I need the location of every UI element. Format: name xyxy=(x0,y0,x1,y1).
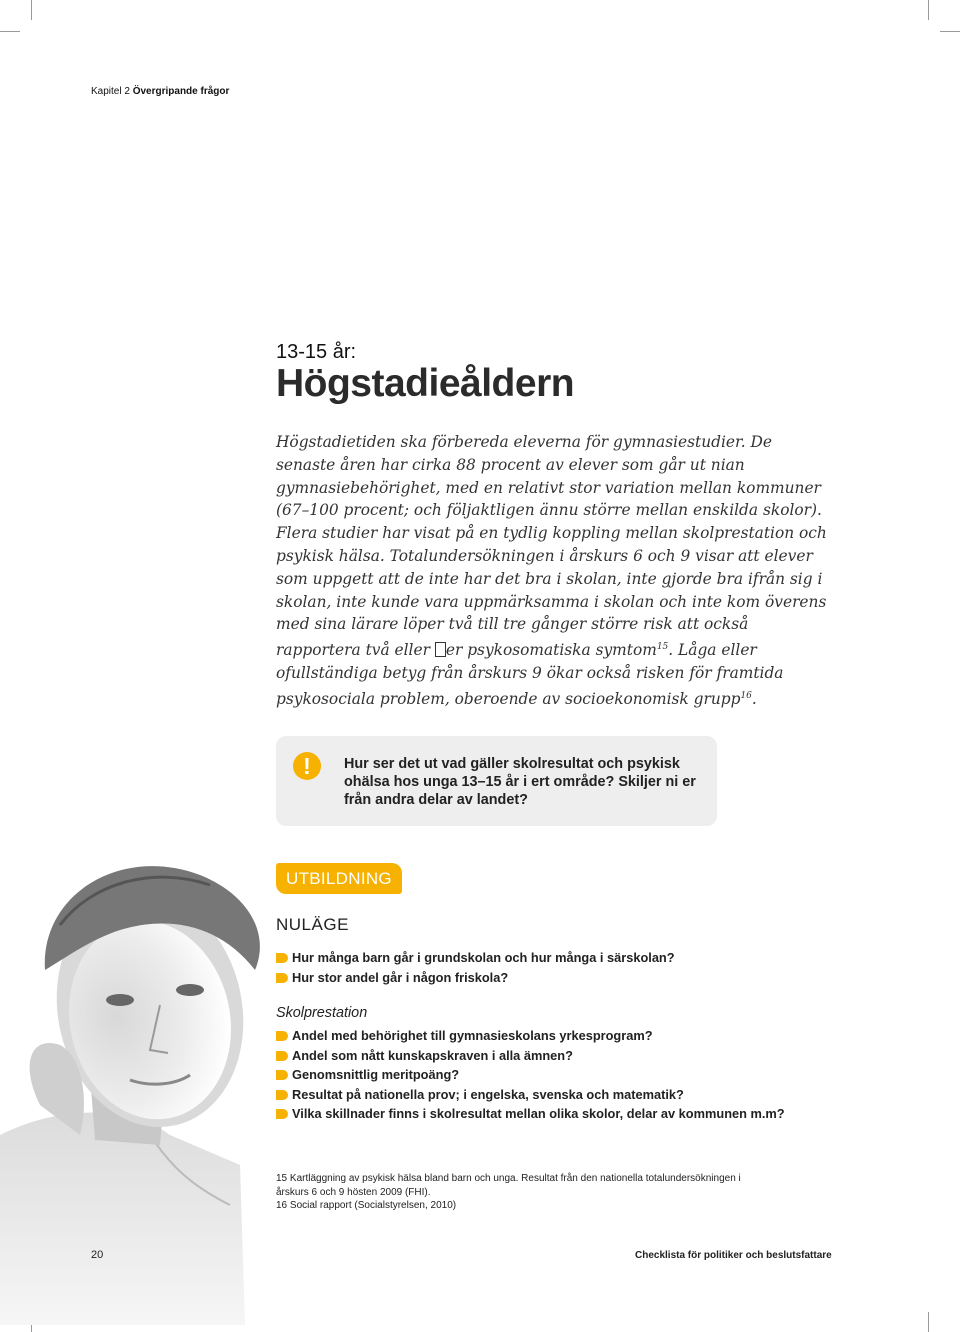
exclamation-icon: ! xyxy=(293,752,321,780)
list-item-text: Vilka skillnader finns i skolresultat mellan olika skolor, delar av kommunen m.m? xyxy=(292,1106,785,1122)
list-item xyxy=(276,1104,785,1124)
list-item-text: Andel som nått kunskapskraven i alla ämnen? xyxy=(292,1047,573,1063)
list-item-text: Genomsnittlig meritpoäng? xyxy=(292,1067,460,1083)
intro-text-3: . Låga eller ofullständiga betyg från årskurs 9 ökar också risken för framtida psykosociala problem, oberoende av socioekonomisk grupp xyxy=(276,641,784,709)
skolprestation-heading: Skolprestation xyxy=(276,1005,368,1021)
crop-mark xyxy=(928,1312,929,1332)
arrow-bullet-icon xyxy=(276,953,288,963)
list-item xyxy=(276,1085,785,1105)
crop-mark xyxy=(928,0,929,20)
footnote-15-line-1: 15 Kartläggning av psykisk hälsa bland barn och unga. Resultat från den nationella totalundersökningen i xyxy=(276,1173,741,1184)
page-title: Högstadieåldern xyxy=(276,362,575,405)
chapter-label: Kapitel 2 xyxy=(91,86,130,97)
footnote-16: 16 Social rapport (Socialstyrelsen, 2010) xyxy=(276,1200,457,1211)
nulage-heading: NULÄGE xyxy=(276,915,349,934)
publication-title: Checklista för politiker och beslutsfattare xyxy=(635,1250,832,1261)
reflection-question-box xyxy=(276,736,717,826)
crop-mark xyxy=(31,0,32,20)
list-item xyxy=(276,948,675,968)
arrow-bullet-icon xyxy=(276,1090,288,1100)
intro-text-2: er psykosomatiska symtom xyxy=(445,641,657,660)
intro-text-1: Högstadietiden ska förbereda eleverna för gymnasiestudier. De senaste åren har cirka 88 procent av elever som går ut nian gymnasiebehörighet, med en relativt stor variation mellan kommuner (67–100 procent; och följaktligen ännu större mellan enskilda skolor). Flera studier har visat på en tydlig koppling mellan skolprestation och psykisk hälsa. Totalundersökningen i årskurs 6 och 9 visar att elever som uppgett att de inte har det bra i skolan, inte gjorde bra ifrån sig i skolan, inte kunde vara uppmärksamma i skolan och inte kom överens med sina lärare löper två till tre gånger större risk att också rapportera två eller xyxy=(276,433,827,660)
arrow-bullet-icon xyxy=(276,1051,288,1061)
list-item-text: Andel med behörighet till gymnasieskolans yrkesprogram? xyxy=(292,1028,653,1043)
list-item xyxy=(276,968,675,988)
crop-mark xyxy=(0,31,20,32)
reflection-question: Hur ser det ut vad gäller skolresultat och psykisk ohälsa hos unga 13–15 år i ert område? Skiljer ni er från andra delar av landet? xyxy=(344,756,696,808)
arrow-bullet-icon xyxy=(276,1109,288,1119)
arrow-bullet-icon xyxy=(276,1031,288,1041)
age-heading: 13-15 år: xyxy=(276,341,357,363)
intro-text-4: . xyxy=(751,690,757,709)
footnote-15-line-2: årskurs 6 och 9 hösten 2009 (FHI). xyxy=(276,1186,431,1198)
footnote-ref-15[interactable]: 15 xyxy=(656,642,669,653)
running-head xyxy=(91,86,229,97)
list-item-text: Resultat på nationella prov; i engelska, svenska och matematik? xyxy=(292,1086,684,1102)
section-badge: UTBILDNING xyxy=(276,863,402,894)
missing-glyph xyxy=(435,642,446,657)
arrow-bullet-icon xyxy=(276,973,288,983)
list-item-text: Hur många barn går i grundskolan och hur många i särskolan? xyxy=(292,950,675,965)
list-item xyxy=(276,1046,785,1066)
crop-mark xyxy=(940,31,960,32)
list-item-text: Hur stor andel går i någon friskola? xyxy=(292,969,509,985)
list-item xyxy=(276,1026,785,1046)
page-number: 20 xyxy=(91,1249,104,1261)
arrow-bullet-icon xyxy=(276,1070,288,1080)
skolprestation-list xyxy=(276,1026,785,1124)
list-item xyxy=(276,1065,785,1085)
section-label: Övergripande frågor xyxy=(132,86,230,97)
footnotes xyxy=(276,1172,776,1213)
footnote-ref-16[interactable]: 16 xyxy=(740,690,752,701)
nulage-list xyxy=(276,948,675,987)
intro-paragraph xyxy=(276,431,836,711)
